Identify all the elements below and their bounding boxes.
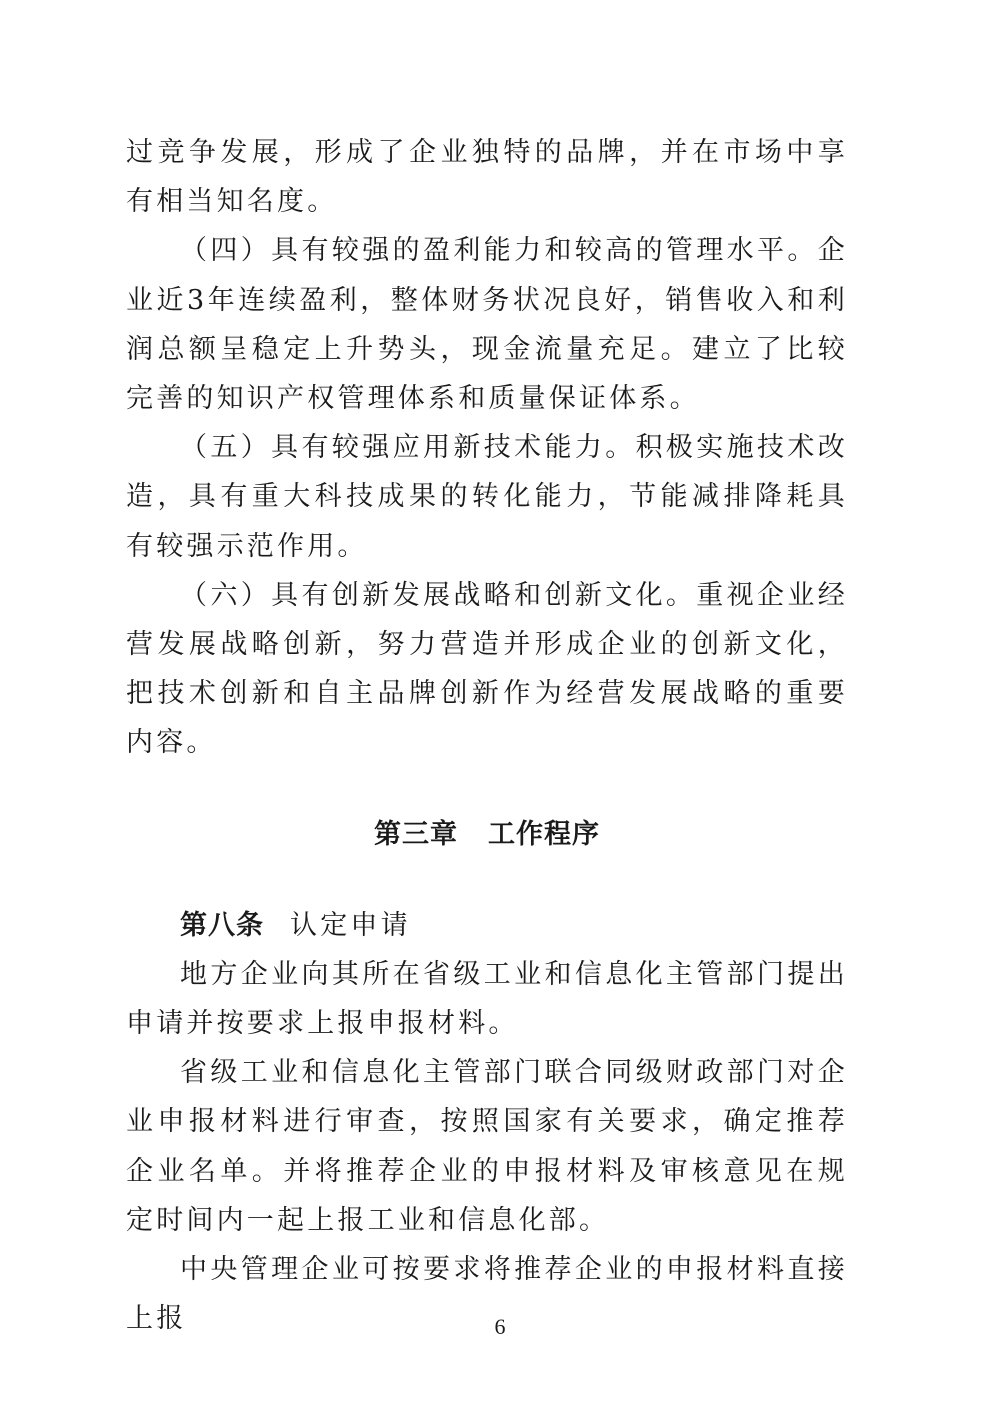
chapter-title: 工作程序	[488, 818, 600, 850]
body-paragraph: （六）具有创新发展战略和创新文化。重视企业经营发展战略创新，努力营造并形成企业的创新文化，把技术创新和自主品牌创新作为经营发展战略的重要内容。	[126, 579, 848, 759]
body-paragraph: 省级工业和信息化主管部门联合同级财政部门对企业申报材料进行审查，按照国家有关要求，确定推荐企业名单。并将推荐企业的申报材料及审核意见在规定时间内一起上报工业和信息化部。	[126, 1057, 848, 1236]
body-paragraph: 过竞争发展，形成了企业独特的品牌，并在市场中享有相当知名度。	[126, 137, 848, 218]
chapter-heading	[126, 810, 848, 859]
body-paragraph: （五）具有较强应用新技术能力。积极实施技术改造，具有重大科技成果的转化能力，节能减排降耗具有较强示范作用。	[126, 432, 848, 562]
body-paragraph: （四）具有较强的盈利能力和较高的管理水平。企业近3年连续盈利，整体财务状况良好，销售收入和利润总额呈稳定上升势头，现金流量充足。建立了比较完善的知识产权管理体系和质量保证体系。	[126, 235, 848, 415]
article-number: 第八条	[180, 909, 264, 941]
article-heading	[126, 901, 848, 950]
page-number: 6	[494, 1314, 506, 1339]
article-title: 认定申请	[290, 909, 411, 941]
body-paragraph: 中央管理企业可按要求将推荐企业的申报材料直接上报	[126, 1254, 848, 1335]
document-page	[126, 128, 848, 1343]
chapter-number: 第三章	[374, 818, 458, 850]
body-paragraph: 地方企业向其所在省级工业和信息化主管部门提出申请并按要求上报申报材料。	[126, 958, 848, 1040]
